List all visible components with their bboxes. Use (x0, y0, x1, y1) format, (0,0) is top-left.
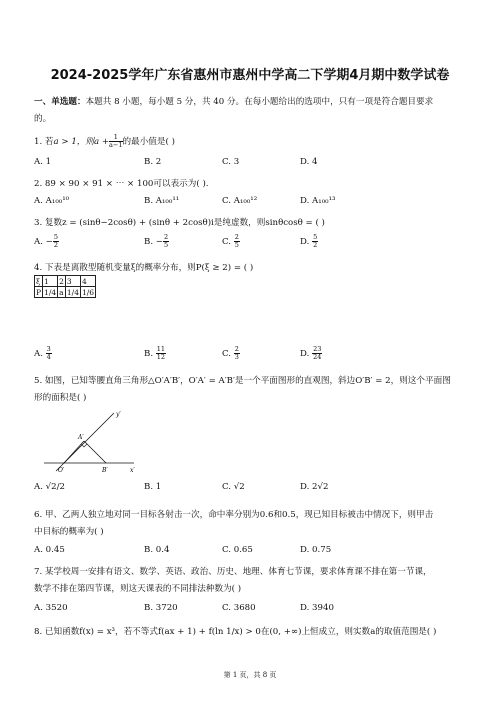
section-heading-line2: 的。 (34, 114, 52, 124)
distribution-row-xi (35, 276, 96, 287)
section-heading-text: 本题共 8 小题，每小题 5 分，共 40 分。在每小题给出的选项中，只有一项是符合题目要求 (85, 97, 434, 107)
label-o: O′ (58, 467, 65, 474)
q5-option-c[interactable]: C. √2 (222, 482, 245, 492)
section-heading-label: 一、单选题： (34, 97, 86, 107)
q4-option-b-num: 11 (156, 345, 166, 353)
q4-option-a[interactable] (34, 346, 52, 361)
q2-option-b[interactable]: B. A₁₀₀¹¹ (144, 196, 180, 206)
q3-option-d-prefix: D. (300, 237, 313, 247)
q4-option-d-num: 23 (313, 345, 322, 353)
q5-option-a[interactable]: A. √2/2 (34, 482, 65, 492)
q7-option-a[interactable]: A. 3520 (34, 603, 68, 613)
q4-option-a-prefix: A. (34, 349, 46, 359)
section-heading (34, 95, 433, 107)
q4-option-a-fraction (46, 346, 52, 361)
q3-option-d-num: 5 (313, 233, 318, 241)
q1-frac-num: 1 (109, 134, 122, 142)
question-3-stem: 3. 复数z = (sinθ−2cosθ) + (sinθ + 2cosθ)i是纯虚数，则sinθcosθ = ( ) (34, 218, 325, 228)
q4-option-d-fraction (312, 346, 322, 361)
q6-option-c[interactable]: C. 0.65 (222, 545, 253, 555)
q5-option-d[interactable]: D. 2√2 (300, 482, 329, 492)
table-cell: 1 (43, 276, 58, 287)
q4-option-b-fraction (156, 346, 166, 361)
q1-frac-den: a−1 (109, 141, 123, 149)
q1-option-c[interactable]: C. 3 (222, 157, 240, 167)
question-6-stem-line2: 中目标的概率为( ) (34, 527, 104, 537)
page-title: 2024-2025学年广东省惠州市惠州中学高二下学期4月期中数学试卷 (50, 68, 450, 83)
q3-option-c-den: 5 (234, 241, 239, 249)
distribution-table (34, 275, 96, 298)
label-b: B′ (102, 467, 108, 474)
q4-option-c-num: 2 (234, 345, 239, 353)
table-cell: 1/6 (81, 287, 95, 297)
q1-fraction (109, 134, 122, 149)
q1-option-b[interactable]: B. 2 (144, 157, 162, 167)
q3-option-c-num: 2 (234, 233, 239, 241)
question-5-stem-line2: 形的面积是( ) (34, 393, 87, 403)
q4-option-c-den: 3 (234, 353, 239, 361)
q1-stem-d: 的最小值是( ) (122, 137, 175, 147)
q4-option-b[interactable] (144, 346, 166, 361)
q1-option-a[interactable]: A. 1 (34, 157, 52, 167)
q4-option-b-prefix: B. (144, 349, 156, 359)
q6-option-b[interactable]: B. 0.4 (144, 545, 170, 555)
label-x: x′ (130, 467, 135, 474)
label-y: y′ (116, 411, 121, 418)
table-cell: 1/4 (44, 287, 57, 297)
q3-option-b[interactable] (144, 234, 169, 249)
segment-ab (84, 441, 106, 463)
question-8-stem: 8. 已知函数f(x) = x³，若不等式f(ax + 1) + f(ln 1/x) > 0在(0, +∞)上恒成立，则实数a的取值范围是( ) (34, 627, 437, 637)
q5-option-b[interactable]: B. 1 (144, 482, 162, 492)
question-6-stem: 6. 甲、乙两人独立地对同一目标各射击一次，命中率分别为0.6和0.5，现已知目标被击中情况下，则甲击 (34, 510, 434, 520)
q4-option-b-den: 12 (156, 353, 166, 361)
q3-option-b-den: 5 (163, 241, 169, 249)
q3-option-c-fraction (234, 234, 240, 249)
q2-option-d[interactable]: D. A₁₀₀¹³ (300, 196, 336, 206)
table-cell: 3 (65, 276, 80, 287)
q4-option-a-num: 3 (46, 345, 51, 353)
q1-stem-c: a + (93, 137, 110, 147)
q3-option-c[interactable] (222, 234, 240, 249)
q7-option-d[interactable]: D. 3940 (300, 603, 334, 613)
question-2-stem: 2. 89 × 90 × 91 × ⋯ × 100可以表示为( ). (34, 179, 209, 189)
q7-option-b[interactable]: B. 3720 (144, 603, 178, 613)
q3-option-d-den: 2 (313, 241, 318, 249)
question-5-stem: 5. 如图，已知等腰直角三角形△O′A′B′，O′A′ = A′B′是一个平面图形的直观图，斜边O′B′ = 2，则这个平面图 (34, 376, 451, 386)
table-cell: 1/4 (66, 287, 79, 297)
q3-option-a-prefix: A. − (34, 237, 53, 247)
q3-option-d[interactable] (300, 234, 318, 249)
question-4-stem: 4. 下表是离散型随机变量ξ的概率分布，则P(ξ ≥ 2) = ( ) (34, 263, 254, 273)
oblique-projection-figure (34, 405, 144, 475)
q6-option-a[interactable]: A. 0.45 (34, 545, 65, 555)
question-7-stem-line2: 数学不排在第四节课，则这天课表的不同排法种数为( ) (34, 584, 242, 594)
q3-option-a-fraction (53, 234, 59, 249)
q4-option-d[interactable] (300, 346, 322, 361)
q7-option-c[interactable]: C. 3680 (222, 603, 256, 613)
label-a: A′ (78, 434, 84, 441)
q3-option-a[interactable] (34, 234, 59, 249)
q4-option-d-prefix: D. (300, 349, 313, 359)
q3-option-b-num: 2 (163, 233, 169, 241)
q3-option-b-prefix: B. − (144, 237, 163, 247)
q2-option-c[interactable]: C. A₁₀₀¹² (222, 196, 258, 206)
q2-option-a[interactable]: A. A₁₀₀¹⁰ (34, 196, 70, 206)
q4-option-d-den: 24 (313, 353, 322, 361)
q1-option-d[interactable]: D. 4 (300, 157, 318, 167)
table-cell: a (59, 287, 64, 297)
table-cell: ξ (35, 276, 43, 287)
q3-option-b-fraction (163, 234, 169, 249)
q3-option-d-fraction (312, 234, 318, 249)
q4-option-c-prefix: C. (222, 349, 234, 359)
page-footer: 第 1 页，共 8 页 (223, 671, 277, 679)
distribution-row-p (35, 287, 96, 298)
q3-option-a-den: 2 (53, 241, 59, 249)
q3-option-c-prefix: C. (222, 237, 234, 247)
q3-option-a-num: 5 (53, 233, 59, 241)
q1-stem-b: a > 1，则 (53, 137, 94, 147)
q4-option-c[interactable] (222, 346, 240, 361)
q4-option-a-den: 4 (46, 353, 51, 361)
q1-stem-a: 1. 若 (34, 137, 54, 147)
question-7-stem: 7. 某学校周一安排有语文、数学、英语、政治、历史、地理、体育七节课，要求体育课不排在第一节课， (34, 567, 432, 577)
q6-option-d[interactable]: D. 0.75 (300, 545, 332, 555)
table-cell: 2 (59, 276, 64, 286)
table-cell: P (36, 287, 42, 297)
question-1-stem (34, 134, 175, 149)
table-cell: 4 (80, 276, 95, 287)
q4-option-c-fraction (234, 346, 240, 361)
